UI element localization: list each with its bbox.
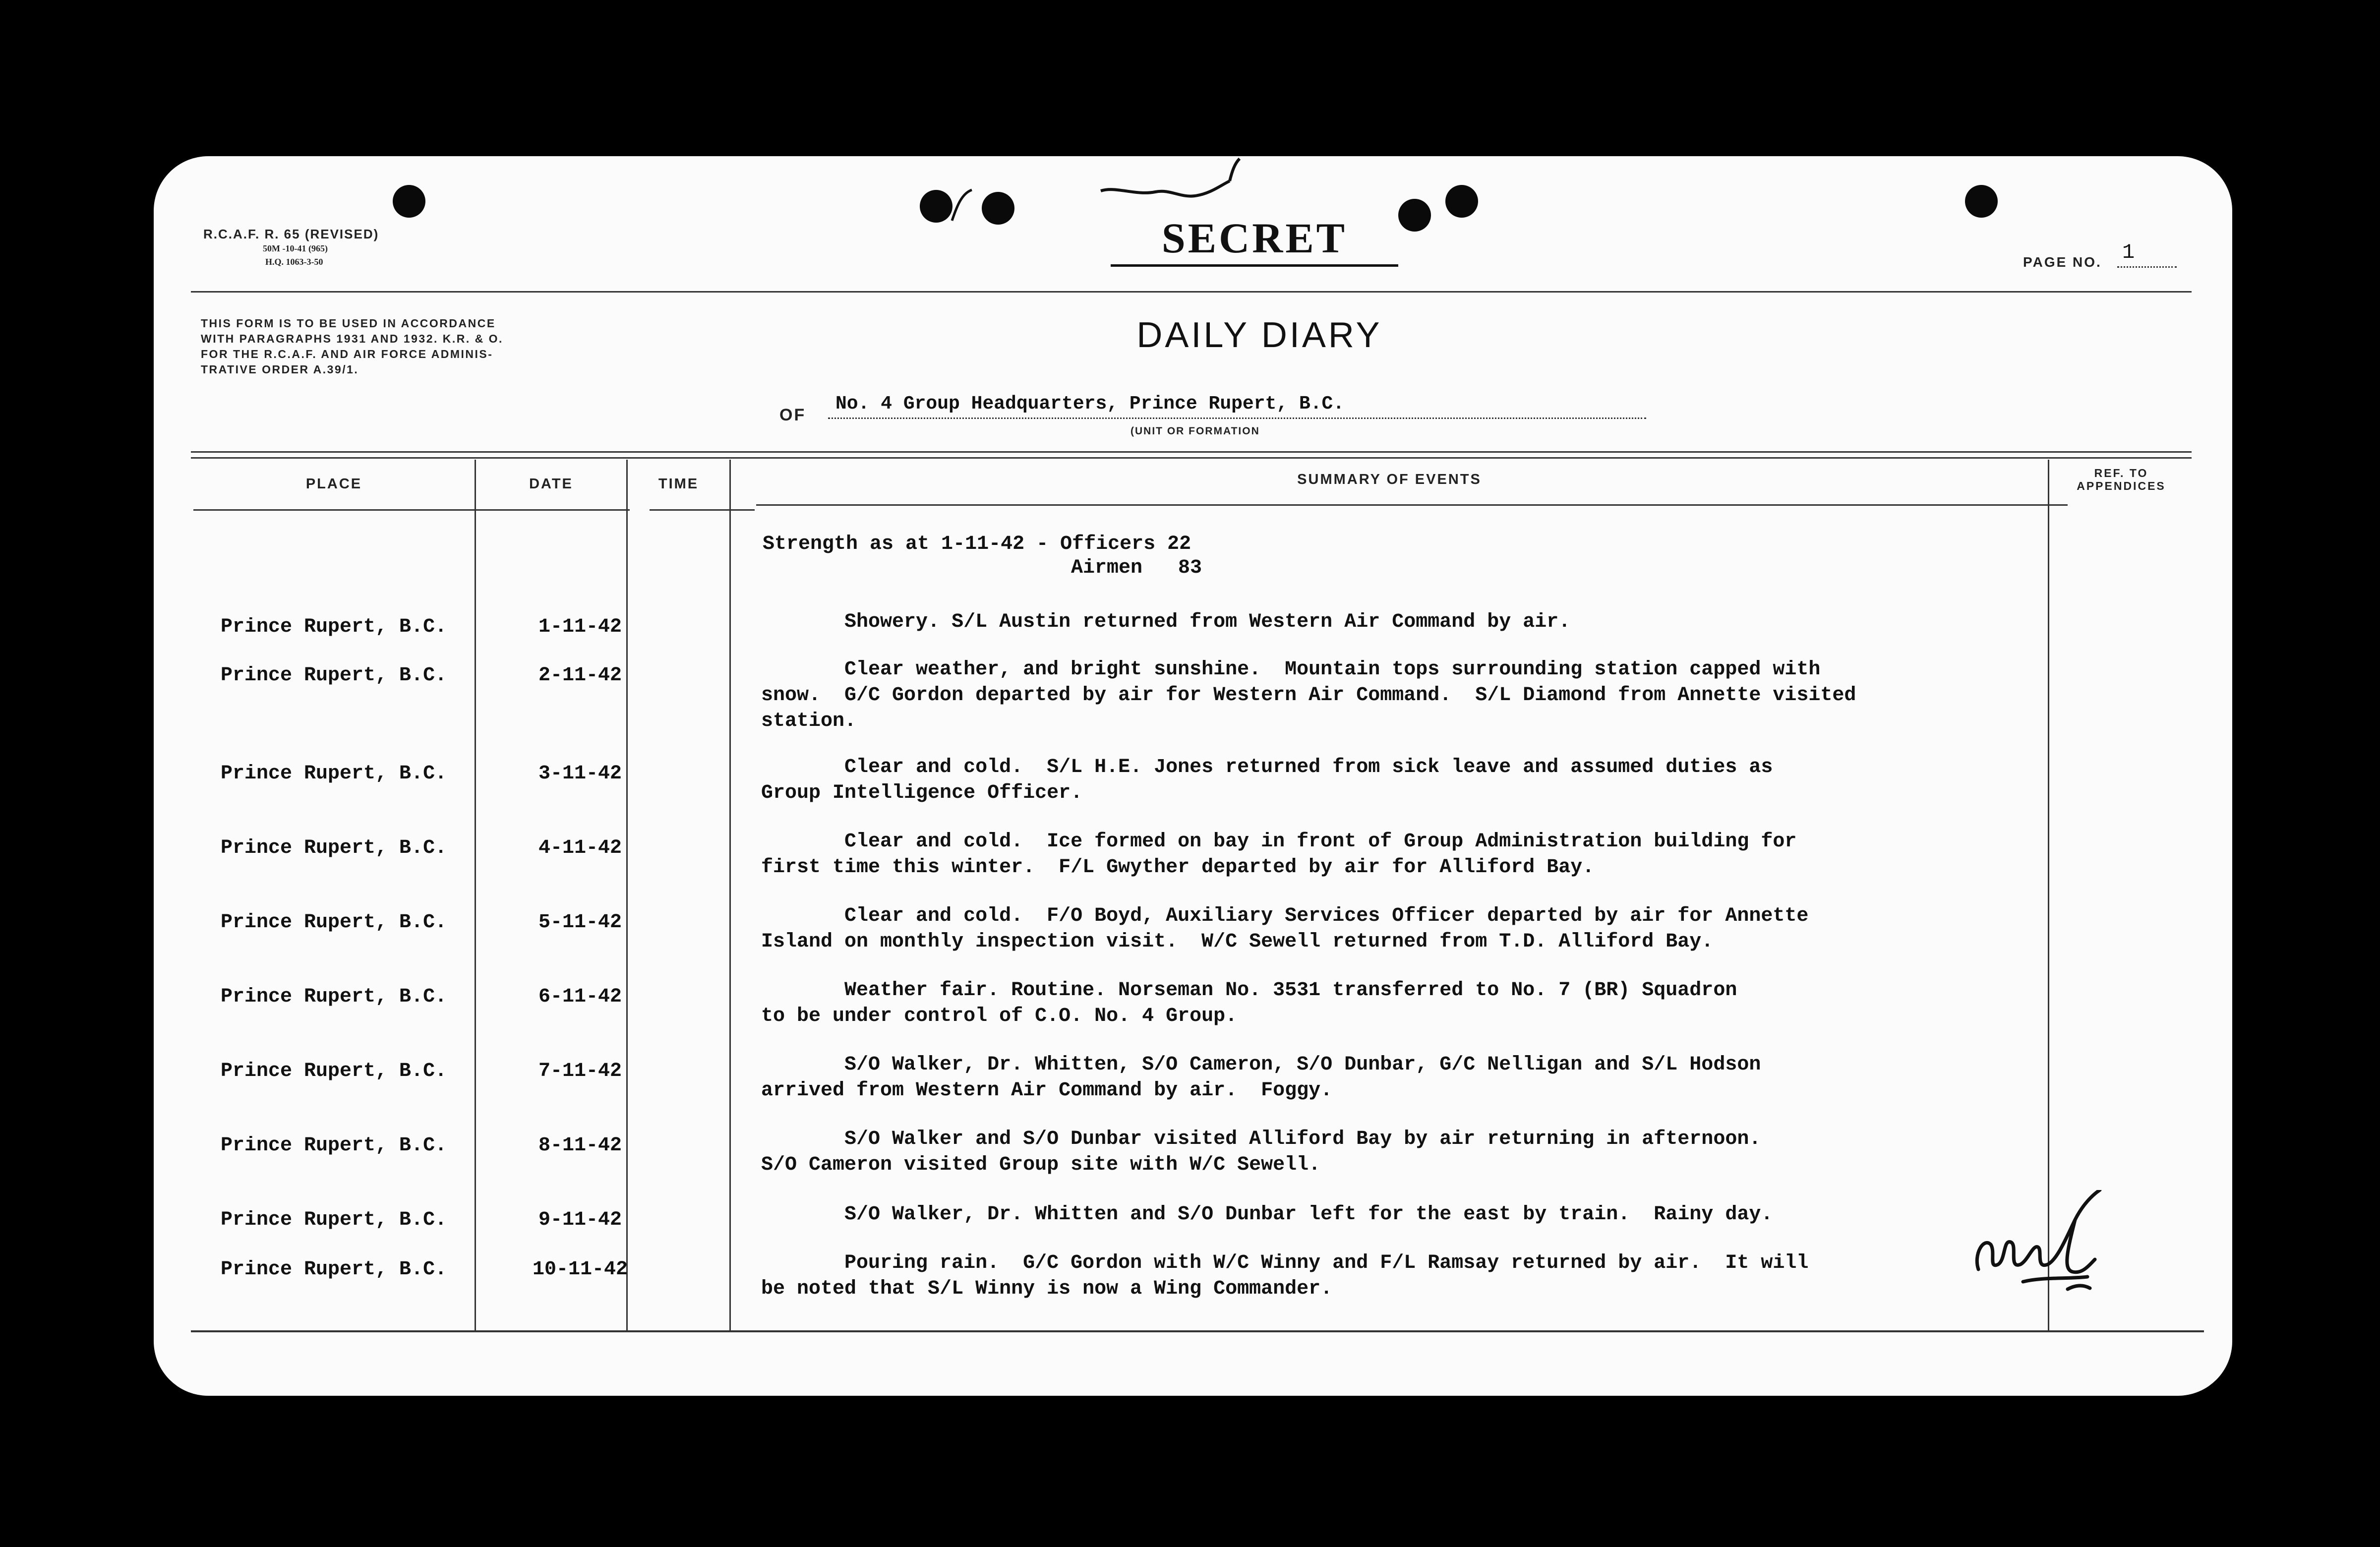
entry-summary-line: Clear weather, and bright sunshine. Mountain tops surrounding station capped with bbox=[761, 658, 1821, 681]
entry-date: 3-11-42 bbox=[538, 763, 622, 785]
entry-place: Prince Rupert, B.C. bbox=[221, 763, 447, 785]
entry-summary-line: S/O Walker, Dr. Whitten, S/O Cameron, S/O Dunbar, G/C Nelligan and S/L Hodson bbox=[761, 1054, 1761, 1076]
entry-date: 10-11-42 bbox=[532, 1258, 628, 1281]
entry-summary-line: be noted that S/L Winny is now a Wing Commander. bbox=[761, 1278, 1333, 1300]
entry-summary-line: snow. G/C Gordon departed by air for Western Air Command. S/L Diamond from Annette visited bbox=[761, 684, 1856, 707]
entry-place: Prince Rupert, B.C. bbox=[221, 986, 447, 1008]
instruction-line: WITH PARAGRAPHS 1931 AND 1932. K.R. & O. bbox=[201, 332, 503, 345]
entry-place: Prince Rupert, B.C. bbox=[221, 616, 447, 638]
print-code-1: 50M -10-41 (965) bbox=[263, 243, 328, 253]
strength-line-2: Airmen 83 bbox=[1071, 557, 1202, 579]
diary-form-card bbox=[154, 156, 2232, 1396]
ref-header-line2: APPENDICES bbox=[2077, 479, 2166, 492]
punch-hole-6 bbox=[1965, 185, 1998, 218]
column-header-place: PLACE bbox=[305, 476, 362, 492]
of-label: OF bbox=[779, 406, 806, 424]
entry-summary-line: Pouring rain. G/C Gordon with W/C Winny and F/L Ramsay returned by air. It will bbox=[761, 1252, 1809, 1274]
entry-date: 7-11-42 bbox=[538, 1060, 622, 1082]
column-header-time: TIME bbox=[658, 476, 699, 492]
entry-summary-line: Clear and cold. Ice formed on bay in front of Group Administration building for bbox=[761, 831, 1797, 853]
entry-place: Prince Rupert, B.C. bbox=[221, 911, 447, 934]
entry-summary-line: first time this winter. F/L Gwyther departed by air for Alliford Bay. bbox=[761, 856, 1595, 879]
instruction-line: FOR THE R.C.A.F. AND AIR FORCE ADMINIS- bbox=[201, 348, 493, 360]
punch-hole-3 bbox=[982, 192, 1014, 225]
ink-mark-slash bbox=[947, 186, 977, 226]
entry-place: Prince Rupert, B.C. bbox=[221, 837, 447, 859]
strength-line-1: Strength as at 1-11-42 - Officers 22 bbox=[763, 533, 1191, 555]
entry-summary-line: S/O Cameron visited Group site with W/C Sewell. bbox=[761, 1154, 1321, 1176]
entry-date: 6-11-42 bbox=[538, 986, 622, 1008]
page-number-label: PAGE NO. bbox=[2023, 254, 2102, 270]
entry-date: 5-11-42 bbox=[538, 911, 622, 934]
entry-summary-line: arrived from Western Air Command by air. Foggy. bbox=[761, 1079, 1333, 1102]
unit-caption: (UNIT OR FORMATION bbox=[1130, 425, 1260, 437]
print-code-2: H.Q. 1063-3-50 bbox=[265, 257, 323, 267]
column-header-ref-appendices bbox=[2049, 467, 2193, 492]
column-divider-place bbox=[475, 460, 476, 1332]
page-number-dotted-line bbox=[2117, 266, 2177, 268]
entry-date: 1-11-42 bbox=[538, 616, 622, 638]
entry-summary-line: Clear and cold. S/L H.E. Jones returned from sick leave and assumed duties as bbox=[761, 756, 1773, 778]
form-instructions bbox=[201, 316, 578, 377]
entry-summary-line: to be under control of C.O. No. 4 Group. bbox=[761, 1005, 1238, 1027]
header-rule bbox=[191, 291, 2192, 293]
table-top-rule-1 bbox=[191, 451, 2192, 453]
instruction-line: TRATIVE ORDER A.39/1. bbox=[201, 363, 359, 376]
entry-date: 8-11-42 bbox=[538, 1134, 622, 1157]
form-title: DAILY DIARY bbox=[1136, 315, 1382, 355]
handwritten-initials-signature bbox=[1968, 1190, 2117, 1299]
entry-place: Prince Rupert, B.C. bbox=[221, 1134, 447, 1157]
punch-hole-5 bbox=[1445, 185, 1478, 218]
instruction-line: THIS FORM IS TO BE USED IN ACCORDANCE bbox=[201, 317, 496, 330]
entry-place: Prince Rupert, B.C. bbox=[221, 1258, 447, 1281]
form-number: R.C.A.F. R. 65 (REVISED) bbox=[203, 227, 379, 241]
entry-summary-line: station. bbox=[761, 710, 857, 732]
entry-summary-line: S/O Walker, Dr. Whitten and S/O Dunbar left for the east by train. Rainy day. bbox=[761, 1203, 1773, 1226]
entry-summary-line: Island on monthly inspection visit. W/C Sewell returned from T.D. Alliford Bay. bbox=[761, 931, 1714, 953]
header-bottom-rule-left bbox=[193, 509, 630, 511]
ink-mark-top bbox=[1096, 156, 1259, 216]
punch-hole-1 bbox=[393, 185, 425, 218]
entry-summary-line: Showery. S/L Austin returned from Western Air Command by air. bbox=[761, 611, 1571, 633]
column-header-summary: SUMMARY OF EVENTS bbox=[1297, 472, 1482, 487]
entry-date: 9-11-42 bbox=[538, 1209, 622, 1231]
ref-header-line1: REF. TO bbox=[2094, 467, 2148, 479]
punch-hole-4 bbox=[1398, 199, 1431, 232]
column-divider-date bbox=[626, 460, 628, 1332]
table-top-rule-2 bbox=[191, 457, 2192, 459]
entry-summary-line: Clear and cold. F/O Boyd, Auxiliary Services Officer departed by air for Annette bbox=[761, 905, 1809, 927]
unit-dotted-line bbox=[828, 417, 1646, 419]
unit-name: No. 4 Group Headquarters, Prince Rupert, B.C. bbox=[835, 393, 1345, 415]
classification-secret: SECRET bbox=[1161, 214, 1348, 262]
entry-summary-line: Weather fair. Routine. Norseman No. 3531 transferred to No. 7 (BR) Squadron bbox=[761, 979, 1737, 1002]
entry-date: 4-11-42 bbox=[538, 837, 622, 859]
header-bottom-rule-time bbox=[650, 509, 755, 511]
table-bottom-rule bbox=[191, 1330, 2204, 1332]
secret-underline bbox=[1111, 264, 1398, 267]
header-bottom-rule-summary bbox=[756, 504, 2068, 506]
entry-summary-line: S/O Walker and S/O Dunbar visited Alliford Bay by air returning in afternoon. bbox=[761, 1128, 1761, 1150]
entry-date: 2-11-42 bbox=[538, 664, 622, 687]
column-divider-time bbox=[729, 460, 731, 1332]
page-number-value: 1 bbox=[2122, 240, 2135, 264]
entry-summary-line: Group Intelligence Officer. bbox=[761, 782, 1083, 804]
entry-place: Prince Rupert, B.C. bbox=[221, 1060, 447, 1082]
entry-place: Prince Rupert, B.C. bbox=[221, 664, 447, 687]
entry-place: Prince Rupert, B.C. bbox=[221, 1209, 447, 1231]
column-header-date: DATE bbox=[529, 476, 573, 492]
